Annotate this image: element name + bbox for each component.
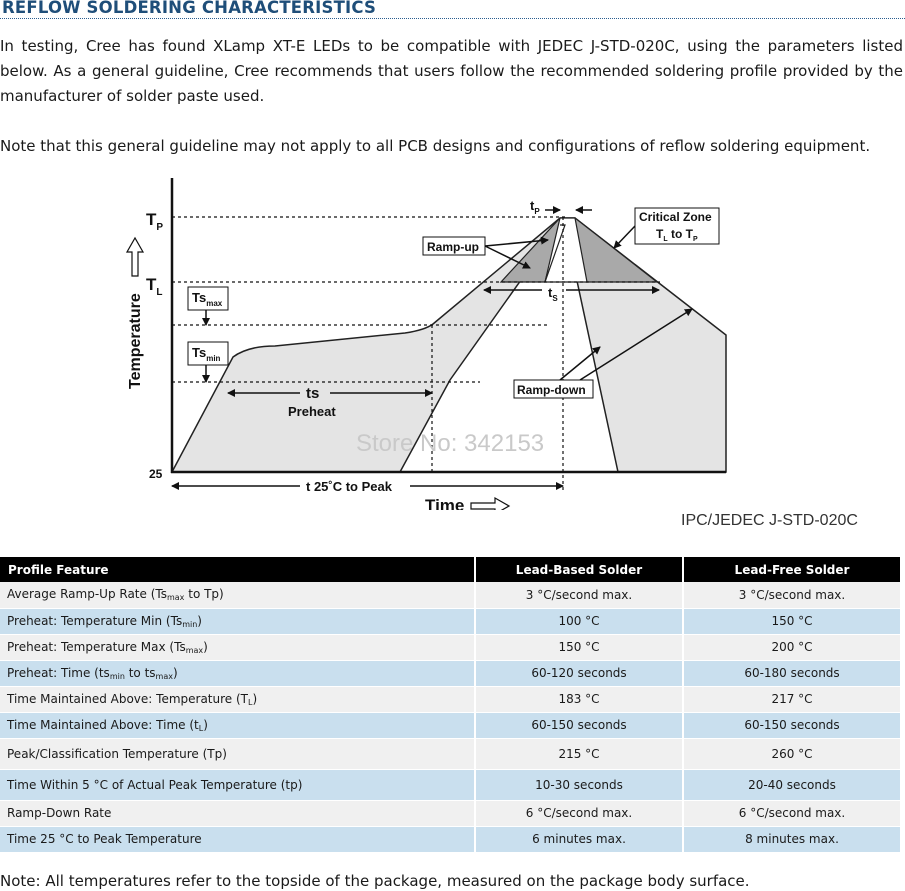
lead-free-cell: 20-40 seconds bbox=[683, 769, 900, 800]
header-lead-free: Lead-Free Solder bbox=[683, 557, 900, 582]
store-watermark: Store No: 342153 bbox=[356, 430, 545, 457]
lead-free-cell: 217 °C bbox=[683, 686, 900, 712]
lead-based-cell: 6 minutes max. bbox=[475, 826, 683, 852]
lead-free-cell: 6 °C/second max. bbox=[683, 800, 900, 826]
ramp-down-label: Ramp-down bbox=[517, 383, 586, 397]
lead-free-cell: 260 °C bbox=[683, 738, 900, 769]
heading-divider bbox=[0, 18, 905, 19]
lead-based-cell: 100 °C bbox=[475, 608, 683, 634]
lead-based-cell: 10-30 seconds bbox=[475, 769, 683, 800]
lead-free-cell: 200 °C bbox=[683, 634, 900, 660]
critical-zone-range: $T_L$ to $T_P$ bbox=[656, 227, 698, 243]
tp-small-label: $t_P$ bbox=[530, 198, 540, 216]
lead-based-cell: 183 °C bbox=[475, 686, 683, 712]
lead-based-cell: 60-120 seconds bbox=[475, 660, 683, 686]
tsmin-label: $Ts_{min}$ bbox=[192, 345, 221, 363]
feature-cell: Peak/Classification Temperature (Tp) bbox=[0, 738, 475, 769]
x-axis-label: Time bbox=[425, 496, 465, 510]
feature-cell: Preheat: Temperature Max $(Ts_{max})$ bbox=[0, 634, 475, 660]
y-axis-arrow-icon bbox=[127, 238, 143, 276]
ts-small-label: $t_S$ bbox=[548, 285, 558, 303]
table-header-row bbox=[0, 557, 900, 582]
feature-cell: Ramp-Down Rate bbox=[0, 800, 475, 826]
reflow-profile-diagram bbox=[110, 170, 750, 510]
lead-based-cell: 60-150 seconds bbox=[475, 712, 683, 738]
feature-cell: Time Maintained Above: Time $(t_L)$ bbox=[0, 712, 475, 738]
feature-cell: Time Maintained Above: Temperature $(T_L)$ bbox=[0, 686, 475, 712]
table-row bbox=[0, 712, 900, 738]
tp-label: $T_P$ bbox=[146, 210, 164, 233]
lead-free-cell: 60-180 seconds bbox=[683, 660, 900, 686]
tl-label: $T_L$ bbox=[146, 275, 163, 298]
feature-cell: Preheat: Time ($ts_{min}$ to $ts_{max}$) bbox=[0, 660, 475, 686]
feature-cell: Time 25 °C to Peak Temperature bbox=[0, 826, 475, 852]
reflow-parameters-table bbox=[0, 557, 900, 853]
standard-caption: IPC/JEDEC J-STD-020C bbox=[681, 512, 858, 529]
table-row bbox=[0, 769, 900, 800]
ramp-up-label: Ramp-up bbox=[427, 240, 479, 254]
lead-based-cell: 6 °C/second max. bbox=[475, 800, 683, 826]
y-axis-label: Temperature bbox=[127, 293, 144, 389]
table-row bbox=[0, 660, 900, 686]
table-row bbox=[0, 800, 900, 826]
t25-label: 25 bbox=[149, 467, 163, 481]
lead-based-cell: 150 °C bbox=[475, 634, 683, 660]
lead-free-cell: 3 °C/second max. bbox=[683, 582, 900, 608]
tsmax-label: $Ts_{max}$ bbox=[192, 290, 223, 308]
feature-cell: Preheat: Temperature Min $(Ts_{min})$ bbox=[0, 608, 475, 634]
section-heading: REFLOW SOLDERING CHARACTERISTICS bbox=[2, 0, 377, 17]
table-row bbox=[0, 582, 900, 608]
header-profile-feature: Profile Feature bbox=[0, 557, 475, 582]
table-row bbox=[0, 634, 900, 660]
preheat-label: Preheat bbox=[288, 404, 336, 419]
feature-cell: Average Ramp-Up Rate ($Ts_{max}$ to Tp) bbox=[0, 582, 475, 608]
feature-cell: Time Within 5 °C of Actual Peak Temperature (tp) bbox=[0, 769, 475, 800]
lead-free-cell: 150 °C bbox=[683, 608, 900, 634]
ts-label: ts bbox=[306, 385, 320, 402]
lead-free-cell: 60-150 seconds bbox=[683, 712, 900, 738]
guideline-note: Note that this general guideline may not apply to all PCB designs and configurations of reflow soldering equipment. bbox=[0, 137, 871, 155]
lead-free-cell: 8 minutes max. bbox=[683, 826, 900, 852]
table-row bbox=[0, 738, 900, 769]
lead-based-cell: 215 °C bbox=[475, 738, 683, 769]
table-row bbox=[0, 686, 900, 712]
header-lead-based: Lead-Based Solder bbox=[475, 557, 683, 582]
t25-to-peak-label: t 25˚C to Peak bbox=[306, 479, 392, 494]
lead-based-cell: 3 °C/second max. bbox=[475, 582, 683, 608]
bottom-note: Note: All temperatures refer to the topside of the package, measured on the package body surface. bbox=[0, 872, 750, 890]
table-row bbox=[0, 608, 900, 634]
table-row bbox=[0, 826, 900, 852]
x-axis-arrow-icon bbox=[471, 498, 509, 510]
intro-paragraph: In testing, Cree has found XLamp XT-E LEDs to be compatible with JEDEC J-STD-020C, using the parameters listed below. As a general guideline, Cree recommends that users follow the recommended soldering profile provided by the manufacturer of solder paste used. bbox=[0, 37, 903, 105]
critical-zone-label: Critical Zone bbox=[639, 210, 712, 224]
